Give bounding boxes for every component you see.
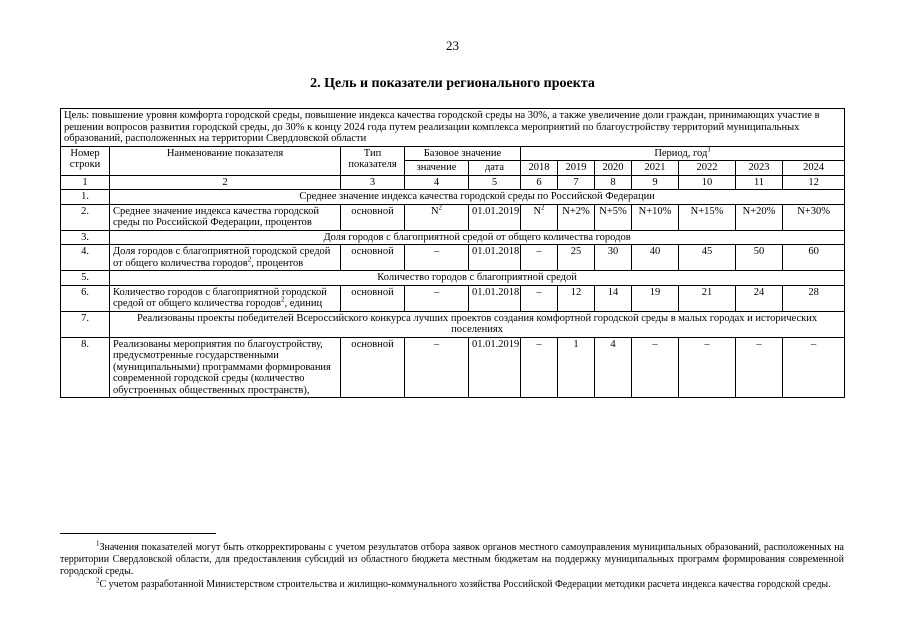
year-value: 50 <box>736 245 783 271</box>
year-value: N+15% <box>679 204 736 230</box>
year-value: 28 <box>783 285 845 311</box>
row-number: 6. <box>61 285 110 311</box>
header-year: 2019 <box>558 161 595 176</box>
column-number: 5 <box>469 175 521 190</box>
header-year: 2023 <box>736 161 783 176</box>
indicator-name-text: Доля городов с благоприятной городской средой от общего количества городов <box>113 246 331 269</box>
header-value: значение <box>405 161 469 176</box>
row-number: 7. <box>61 311 110 337</box>
indicator-type: основной <box>341 245 405 271</box>
table-row <box>61 285 845 311</box>
year-value: 4 <box>595 337 632 398</box>
year-value: 30 <box>595 245 632 271</box>
year-value: 45 <box>679 245 736 271</box>
goal-row <box>61 109 845 147</box>
row-number: 4. <box>61 245 110 271</box>
section-heading: Доля городов с благоприятной средой от общего количества городов <box>110 230 845 245</box>
column-number: 8 <box>595 175 632 190</box>
page-number: 23 <box>446 38 459 53</box>
indicator-name <box>110 285 341 311</box>
section-heading: Среднее значение индекса качества городской среды по Российской Федерации <box>110 190 845 205</box>
indicator-name: Среднее значение индекса качества городской среды по Российской Федерации, процентов <box>110 204 341 230</box>
year-value: N+30% <box>783 204 845 230</box>
indicator-name-unit: , единиц <box>284 298 323 309</box>
header-type: Тип показателя <box>341 146 405 175</box>
row-number: 8. <box>61 337 110 398</box>
year-value: – <box>521 337 558 398</box>
table-row <box>61 245 845 271</box>
year-value: 12 <box>558 285 595 311</box>
year-value: N+20% <box>736 204 783 230</box>
year-value: 19 <box>632 285 679 311</box>
row-number: 5. <box>61 271 110 286</box>
year-value: N+2% <box>558 204 595 230</box>
section-row <box>61 190 845 205</box>
year-value: – <box>783 337 845 398</box>
section-heading: Количество городов с благоприятной средой <box>110 271 845 286</box>
year-value: 60 <box>783 245 845 271</box>
header-period-text: Период, год <box>654 147 708 159</box>
footnote-mark: 1 <box>96 539 100 548</box>
indicator-name: Реализованы мероприятия по благоустройству, предусмотренные государственными (муниципальными) программами формирования современной городской среды (количество обустроенных общественных пространств), <box>110 337 341 398</box>
indicator-footnote-mark: 2 <box>247 255 252 263</box>
column-number: 10 <box>679 175 736 190</box>
year-value: – <box>521 285 558 311</box>
row-number: 3. <box>61 230 110 245</box>
year-value-footnote-mark: 2 <box>541 203 545 211</box>
header-year: 2022 <box>679 161 736 176</box>
row-number: 2. <box>61 204 110 230</box>
year-value: – <box>736 337 783 398</box>
base-value-text: N <box>430 205 439 217</box>
header-year: 2018 <box>521 161 558 176</box>
indicator-type: основной <box>341 204 405 230</box>
section-row <box>61 271 845 286</box>
footnote-text: Значения показателей могут быть откорректированы с учетом результатов отбора заявок органов местного самоуправления муниципальных образований, расположенных на территории Свердловской области, для предоставления субсидий из областного бюджета местным бюджетам на поддержку муниципальных программ формирования современной городской среды. <box>60 542 844 578</box>
year-value-text: N <box>533 205 542 217</box>
base-value: – <box>405 285 469 311</box>
table-row <box>61 337 845 398</box>
column-number: 6 <box>521 175 558 190</box>
indicators-table <box>60 108 845 398</box>
indicator-name-unit: , процентов <box>251 257 304 269</box>
year-value: 14 <box>595 285 632 311</box>
footnote-text: С учетом разработанной Министерством строительства и жилищно-коммунального хозяйства Российской Федерации методики расчета индекса качества городской среды. <box>99 578 831 590</box>
header-row-1 <box>61 146 845 161</box>
column-number: 2 <box>110 175 341 190</box>
base-value-footnote-mark: 2 <box>438 203 443 211</box>
base-date: 01.01.2018 <box>469 245 521 271</box>
header-period-footnote-mark: 1 <box>707 145 711 153</box>
column-number: 12 <box>783 175 845 190</box>
section-heading: Реализованы проекты победителей Всероссийского конкурса лучших проектов создания комфортной городской среды в малых городах и исторических поселениях <box>110 311 845 337</box>
base-date: 01.01.2019 <box>469 204 521 230</box>
footnote <box>60 539 844 579</box>
column-number: 9 <box>632 175 679 190</box>
header-period <box>521 146 845 161</box>
section-row <box>61 311 845 337</box>
year-value: 40 <box>632 245 679 271</box>
header-year: 2020 <box>595 161 632 176</box>
year-value: – <box>521 245 558 271</box>
header-base-value: Базовое значение <box>405 146 521 161</box>
header-date: дата <box>469 161 521 176</box>
year-value: 21 <box>679 285 736 311</box>
footnote-separator <box>60 533 216 534</box>
column-number: 3 <box>341 175 405 190</box>
column-number: 4 <box>405 175 469 190</box>
year-value: 24 <box>736 285 783 311</box>
header-row-number: Номер строки <box>61 146 110 175</box>
section-row <box>61 230 845 245</box>
column-number: 1 <box>61 175 110 190</box>
table-row <box>61 204 845 230</box>
column-number: 11 <box>736 175 783 190</box>
indicator-footnote-mark: 2 <box>281 295 285 304</box>
indicator-name <box>110 245 341 271</box>
base-value <box>405 204 469 230</box>
column-number: 7 <box>558 175 595 190</box>
goal-cell: Цель: повышение уровня комфорта городской среды, повышение индекса качества городской среды на 30%, а также увеличение доли граждан, принимающих участие в решении вопросов развития городской среды, до 30% к концу 2024 года путем реализации комплекса мероприятий по благоустройству территорий муниципальных образований, расположенных на территории Свердловской области <box>61 109 845 147</box>
base-date: 01.01.2019 <box>469 337 521 398</box>
footnote <box>60 576 844 591</box>
year-value: 25 <box>558 245 595 271</box>
footnotes <box>60 539 844 591</box>
header-year: 2021 <box>632 161 679 176</box>
year-value: – <box>679 337 736 398</box>
base-value: – <box>405 337 469 398</box>
indicator-name-text: Количество городов с благоприятной городской средой от общего количества городов <box>113 286 327 309</box>
year-value: N+10% <box>632 204 679 230</box>
year-value <box>521 204 558 230</box>
base-date: 01.01.2018 <box>469 285 521 311</box>
header-indicator-name: Наименование показателя <box>110 146 341 175</box>
header-year: 2024 <box>783 161 845 176</box>
base-value: – <box>405 245 469 271</box>
section-title: 2. Цель и показатели регионального проекта <box>310 76 595 91</box>
indicator-type: основной <box>341 285 405 311</box>
footnote-mark: 2 <box>96 576 100 585</box>
column-numbers-row <box>61 175 845 190</box>
year-value: 1 <box>558 337 595 398</box>
year-value: – <box>632 337 679 398</box>
indicator-type: основной <box>341 337 405 398</box>
row-number: 1. <box>61 190 110 205</box>
year-value: N+5% <box>595 204 632 230</box>
